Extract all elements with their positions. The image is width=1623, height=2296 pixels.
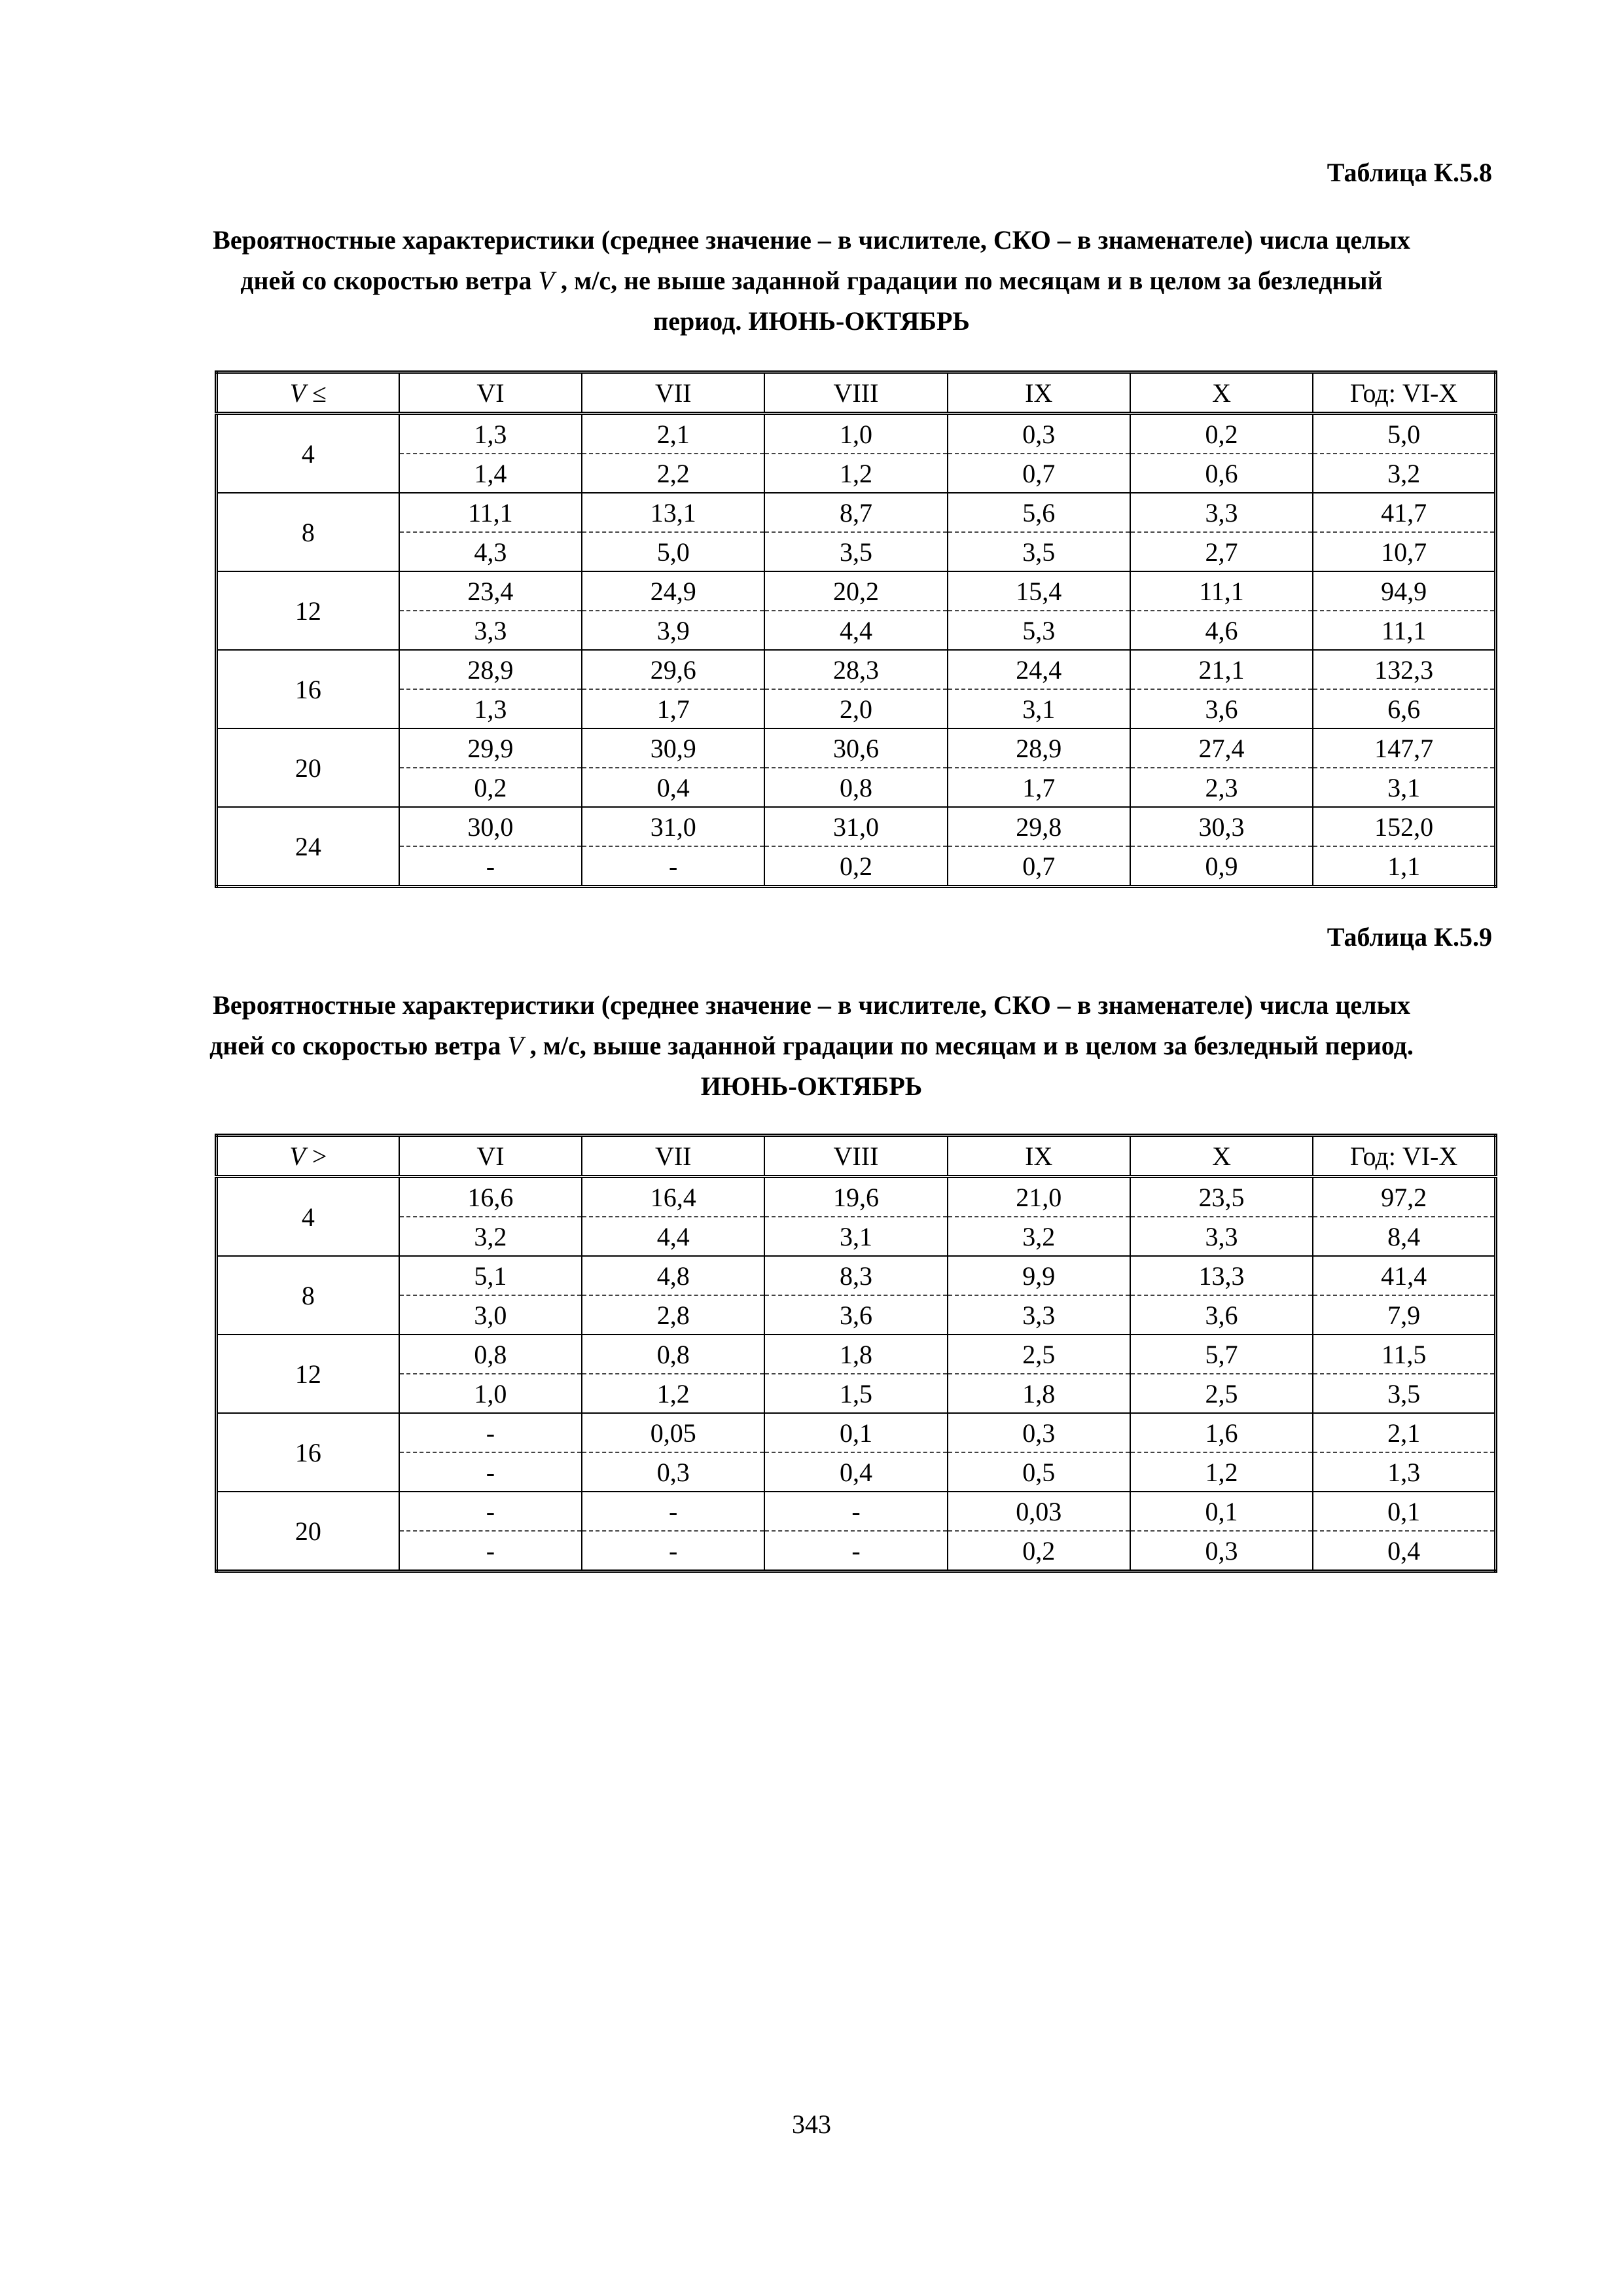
sd-cell: 3,0 [399,1295,582,1335]
sd-cell: 1,4 [399,454,582,493]
mean-cell: 28,9 [948,728,1130,768]
sd-cell: 3,3 [1130,1217,1313,1256]
sd-cell: 6,6 [1313,689,1495,728]
table-row-mean [217,1413,1496,1452]
sd-cell: 4,4 [764,611,947,650]
mean-cell: 2,5 [948,1335,1130,1374]
gradation-cell: 4 [217,1177,399,1257]
gradation-cell: 12 [217,1335,399,1413]
sd-cell: - [399,1452,582,1492]
page-number: 343 [792,2109,831,2139]
mean-cell: 0,3 [948,1413,1130,1452]
mean-cell: 9,9 [948,1256,1130,1295]
sd-cell: 3,1 [948,689,1130,728]
table-row-sd [217,454,1496,493]
sd-cell: 3,2 [1313,454,1495,493]
sd-cell: 1,8 [948,1374,1130,1413]
mean-cell: 1,8 [764,1335,947,1374]
table-row-sd [217,611,1496,650]
gradation-cell: 8 [217,1256,399,1335]
sd-cell: 1,0 [399,1374,582,1413]
table-row-mean [217,571,1496,611]
gradation-cell: 16 [217,650,399,728]
sd-cell: 1,7 [582,689,764,728]
sd-cell: 4,3 [399,532,582,571]
gradation-cell: 24 [217,807,399,887]
mean-cell: 5,0 [1313,414,1495,454]
data-table [215,370,1497,888]
mean-cell: 28,9 [399,650,582,689]
caption-text: Вероятностные характеристики (среднее значение – в числителе, СКО – в знаменателе) числа целых дней со скоростью ветра [209,990,1410,1060]
table-row-mean [217,728,1496,768]
mean-cell: 11,5 [1313,1335,1495,1374]
sd-cell: 5,0 [582,532,764,571]
sd-cell: 1,7 [948,768,1130,807]
sd-cell: 0,9 [1130,846,1313,887]
column-header: VIII [764,1136,947,1177]
sd-cell: 3,2 [948,1217,1130,1256]
sd-cell: 0,2 [764,846,947,887]
mean-cell: 31,0 [764,807,947,846]
column-header: VI [399,1136,582,1177]
sd-cell: 10,7 [1313,532,1495,571]
column-header: VII [582,372,764,414]
table-row-sd [217,846,1496,887]
table-row-sd [217,1374,1496,1413]
table-row-sd [217,768,1496,807]
mean-cell: 3,3 [1130,493,1313,532]
mean-cell: - [764,1492,947,1531]
column-header: IX [948,372,1130,414]
sd-cell: 5,3 [948,611,1130,650]
table-row-mean [217,1177,1496,1217]
gradation-cell: 4 [217,414,399,493]
sd-cell: 2,3 [1130,768,1313,807]
mean-cell: 5,1 [399,1256,582,1295]
column-header: IX [948,1136,1130,1177]
sd-cell: 2,8 [582,1295,764,1335]
sd-cell: 0,7 [948,454,1130,493]
mean-cell: 23,4 [399,571,582,611]
header-cell-v [217,372,399,414]
mean-cell: 147,7 [1313,728,1495,768]
sd-cell: 0,5 [948,1452,1130,1492]
mean-cell: 13,3 [1130,1256,1313,1295]
mean-cell: 0,2 [1130,414,1313,454]
mean-cell: 0,05 [582,1413,764,1452]
gradation-cell: 12 [217,571,399,650]
table-row-sd [217,1295,1496,1335]
header-operator: > [312,1141,327,1171]
table-caption [196,985,1427,1107]
sd-cell: 0,3 [1130,1531,1313,1571]
header-operator: ≤ [312,378,327,408]
mean-cell: 41,4 [1313,1256,1495,1295]
mean-cell: 1,3 [399,414,582,454]
table-row-mean [217,1256,1496,1295]
table-row-mean [217,650,1496,689]
column-header: VIII [764,372,947,414]
mean-cell: 16,4 [582,1177,764,1217]
mean-cell: 5,7 [1130,1335,1313,1374]
caption-v-symbol: V [507,1031,524,1060]
sd-cell: 3,5 [1313,1374,1495,1413]
header-row [217,372,1496,414]
caption-text: , м/с, выше заданной градации по месяцам и в целом за безледный период. ИЮНЬ-ОКТЯБРЬ [529,1031,1414,1101]
sd-cell: 3,3 [948,1295,1130,1335]
mean-cell: 11,1 [399,493,582,532]
mean-cell: 30,0 [399,807,582,846]
mean-cell: 4,8 [582,1256,764,1295]
mean-cell: 97,2 [1313,1177,1495,1217]
mean-cell: 94,9 [1313,571,1495,611]
sd-cell: 2,2 [582,454,764,493]
mean-cell: 31,0 [582,807,764,846]
mean-cell: 21,1 [1130,650,1313,689]
table-row-sd [217,689,1496,728]
mean-cell: 20,2 [764,571,947,611]
gradation-cell: 16 [217,1413,399,1492]
sd-cell: 11,1 [1313,611,1495,650]
mean-cell: 27,4 [1130,728,1313,768]
mean-cell: 15,4 [948,571,1130,611]
table-row-mean [217,807,1496,846]
sd-cell: 1,2 [1130,1452,1313,1492]
sd-cell: 3,6 [1130,1295,1313,1335]
sd-cell: 2,5 [1130,1374,1313,1413]
column-header: VI [399,372,582,414]
table-row-sd [217,532,1496,571]
sd-cell: 2,0 [764,689,947,728]
mean-cell: - [399,1492,582,1531]
mean-cell: 0,1 [1313,1492,1495,1531]
mean-cell: - [399,1413,582,1452]
mean-cell: 11,1 [1130,571,1313,611]
mean-cell: 24,9 [582,571,764,611]
table-row-mean [217,1492,1496,1531]
sd-cell: - [582,1531,764,1571]
sd-cell: 3,1 [1313,768,1495,807]
sd-cell: 0,2 [399,768,582,807]
gradation-cell: 8 [217,493,399,571]
header-cell-v [217,1136,399,1177]
mean-cell: 0,8 [399,1335,582,1374]
mean-cell: - [582,1492,764,1531]
sd-cell: 3,6 [1130,689,1313,728]
sd-cell: 3,3 [399,611,582,650]
sd-cell: 3,9 [582,611,764,650]
mean-cell: 21,0 [948,1177,1130,1217]
caption-text: Вероятностные характеристики (среднее значение – в числителе, СКО – в знаменателе) числа целых дней со скоростью ветра [213,225,1410,295]
table-row-mean [217,1335,1496,1374]
column-header: X [1130,1136,1313,1177]
mean-cell: 41,7 [1313,493,1495,532]
mean-cell: 29,9 [399,728,582,768]
header-v-symbol: V [289,378,306,408]
mean-cell: 28,3 [764,650,947,689]
mean-cell: 1,0 [764,414,947,454]
mean-cell: 5,6 [948,493,1130,532]
mean-cell: 23,5 [1130,1177,1313,1217]
sd-cell: 0,2 [948,1531,1130,1571]
sd-cell: 4,6 [1130,611,1313,650]
table-row-mean [217,414,1496,454]
column-header: Год: VI-X [1313,372,1495,414]
mean-cell: 16,6 [399,1177,582,1217]
mean-cell: 8,3 [764,1256,947,1295]
table-row-sd [217,1452,1496,1492]
sd-cell: 4,4 [582,1217,764,1256]
sd-cell: 3,6 [764,1295,947,1335]
sd-cell: 3,1 [764,1217,947,1256]
sd-cell: 3,5 [764,532,947,571]
mean-cell: 29,8 [948,807,1130,846]
sd-cell: 0,8 [764,768,947,807]
table-row-sd [217,1531,1496,1571]
mean-cell: 0,3 [948,414,1130,454]
table-caption [196,220,1427,342]
mean-cell: 0,1 [1130,1492,1313,1531]
sd-cell: 1,1 [1313,846,1495,887]
sd-cell: 7,9 [1313,1295,1495,1335]
sd-cell: 3,2 [399,1217,582,1256]
mean-cell: 30,3 [1130,807,1313,846]
sd-cell: 8,4 [1313,1217,1495,1256]
caption-v-symbol: V [538,266,554,295]
mean-cell: 19,6 [764,1177,947,1217]
sd-cell: 0,3 [582,1452,764,1492]
header-v-symbol: V [289,1141,306,1171]
mean-cell: 2,1 [582,414,764,454]
column-header: Год: VI-X [1313,1136,1495,1177]
table-label: Таблица К.5.8 [1327,158,1492,187]
table-label: Таблица К.5.9 [1327,922,1492,952]
sd-cell: - [764,1531,947,1571]
mean-cell: 1,6 [1130,1413,1313,1452]
mean-cell: 0,8 [582,1335,764,1374]
mean-cell: 30,9 [582,728,764,768]
mean-cell: 8,7 [764,493,947,532]
mean-cell: 132,3 [1313,650,1495,689]
sd-cell: 0,4 [764,1452,947,1492]
sd-cell: 1,2 [582,1374,764,1413]
sd-cell: 0,4 [1313,1531,1495,1571]
gradation-cell: 20 [217,728,399,807]
sd-cell: 1,3 [399,689,582,728]
mean-cell: 152,0 [1313,807,1495,846]
mean-cell: 0,1 [764,1413,947,1452]
sd-cell: 2,7 [1130,532,1313,571]
mean-cell: 13,1 [582,493,764,532]
sd-cell: 0,7 [948,846,1130,887]
data-table [215,1134,1497,1573]
sd-cell: 1,5 [764,1374,947,1413]
column-header: X [1130,372,1313,414]
sd-cell: 0,6 [1130,454,1313,493]
sd-cell: 0,4 [582,768,764,807]
sd-cell: - [399,1531,582,1571]
sd-cell: 1,2 [764,454,947,493]
gradation-cell: 20 [217,1492,399,1571]
mean-cell: 2,1 [1313,1413,1495,1452]
table-row-mean [217,493,1496,532]
caption-text: , м/с, не выше заданной градации по месяцам и в целом за безледный период. ИЮНЬ-ОКТЯБРЬ [560,266,1383,336]
mean-cell: 0,03 [948,1492,1130,1531]
mean-cell: 29,6 [582,650,764,689]
sd-cell: - [399,846,582,887]
table-row-sd [217,1217,1496,1256]
mean-cell: 24,4 [948,650,1130,689]
sd-cell: 1,3 [1313,1452,1495,1492]
column-header: VII [582,1136,764,1177]
mean-cell: 30,6 [764,728,947,768]
header-row [217,1136,1496,1177]
sd-cell: - [582,846,764,887]
sd-cell: 3,5 [948,532,1130,571]
